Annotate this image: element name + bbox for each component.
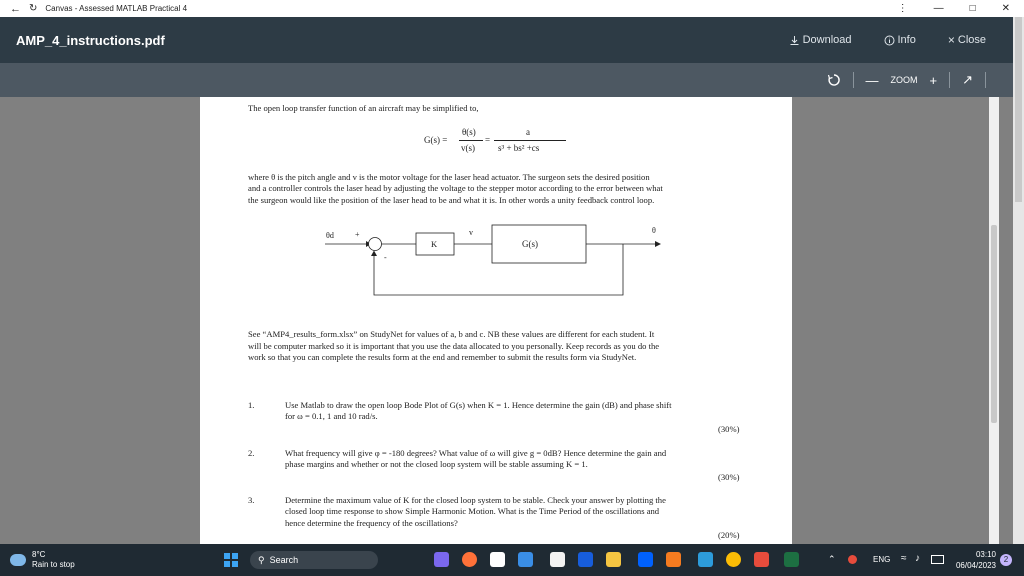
- diagram-signal-label: v: [469, 228, 473, 237]
- question-2-line1: What frequency will give φ = -180 degrees? What value of ω will give g = 0dB? Hence determine the gain and: [285, 448, 667, 458]
- close-x-icon: ×: [947, 33, 955, 47]
- close-label: Close: [957, 34, 986, 46]
- pdf-scrollbar[interactable]: [989, 97, 999, 544]
- diagram-gain-label: K: [431, 239, 438, 249]
- app-icon-orange[interactable]: [666, 552, 681, 567]
- window-title: Canvas - Assessed MATLAB Practical 4: [45, 4, 188, 13]
- weather-icon: [10, 554, 26, 566]
- transfer-function-equation: [424, 127, 574, 159]
- windows-taskbar: [0, 544, 1024, 576]
- notification-badge[interactable]: 2: [1000, 554, 1012, 566]
- file-header: [0, 17, 1024, 63]
- para1-line2: and a controller controls the laser head by adjusting the voltage to the stepper motor according to the error between what: [248, 183, 663, 193]
- output-arrow: [655, 241, 661, 247]
- clock-date: 06/04/2023: [955, 561, 996, 570]
- question-1-weight: (30%): [718, 424, 740, 434]
- eq-frac-line-2: [494, 140, 566, 141]
- close-icon[interactable]: ✕: [1001, 3, 1010, 14]
- media-player-icon[interactable]: [518, 552, 533, 567]
- chrome-icon[interactable]: [726, 552, 741, 567]
- dropbox-icon[interactable]: [638, 552, 653, 567]
- weather-desc: Rain to stop: [32, 560, 75, 569]
- diagram-minus-label: -: [384, 253, 387, 262]
- question-3-weight: (20%): [718, 530, 740, 540]
- info-label: Info: [897, 34, 916, 46]
- taskbar-search[interactable]: [250, 551, 378, 569]
- diagram-plus-label: +: [355, 230, 360, 239]
- toolbar-divider: [853, 72, 854, 88]
- file-explorer-icon[interactable]: [606, 552, 621, 567]
- minimize-icon[interactable]: —: [933, 3, 944, 14]
- clock-time: 03:10: [975, 550, 996, 559]
- eq-den1: v(s): [461, 143, 475, 153]
- download-button[interactable]: [789, 33, 852, 47]
- eq-den2: s³ + bs² +cs: [498, 143, 540, 153]
- zoom-out-button[interactable]: —: [865, 72, 879, 88]
- feedback-arrow: [371, 251, 377, 257]
- para2-line1: See “AMP4_results_form.xlsx” on StudyNet for values of a, b and c. NB these values are different for each student. It: [248, 329, 655, 339]
- eq-num2: a: [526, 127, 530, 137]
- file-name: AMP_4_instructions.pdf: [16, 32, 165, 48]
- para2-line3: work so that you can complete the results form at the end and remember to submit the results form via StudyNet.: [248, 352, 637, 362]
- store-icon[interactable]: [550, 552, 565, 567]
- more-icon[interactable]: ⋮: [897, 3, 908, 14]
- feedback-block-diagram: [200, 219, 792, 299]
- clock[interactable]: [950, 549, 996, 571]
- question-2-number: 2.: [248, 448, 255, 458]
- browser-scrollbar[interactable]: [1013, 17, 1024, 544]
- tray-chevron-icon[interactable]: ⌃: [828, 554, 836, 564]
- pdf-page: [200, 97, 792, 544]
- eq-frac-line-1: [459, 140, 483, 141]
- pdf-scrollbar-thumb[interactable]: [991, 225, 997, 423]
- battery-icon[interactable]: [931, 555, 944, 564]
- question-3-number: 3.: [248, 495, 255, 505]
- excel-icon[interactable]: [784, 552, 799, 567]
- eq-equals: =: [485, 135, 491, 145]
- pdf-toolbar: [0, 63, 1024, 97]
- question-3-line2: closed loop time response to show Simple Harmonic Motion. What is the Time Period of the oscillations and: [285, 506, 660, 516]
- browser-scrollbar-thumb[interactable]: [1015, 17, 1022, 202]
- eq-num1: θ(s): [462, 127, 476, 137]
- browser-titlebar: [0, 0, 1024, 17]
- weather-widget[interactable]: [10, 550, 75, 570]
- para1-line3: the surgeon would like the position of the laser head to be and what it is. In other words a unity feedback control loop.: [248, 195, 655, 205]
- pdf-viewer[interactable]: [0, 97, 1024, 544]
- close-document-button[interactable]: [948, 33, 986, 47]
- search-label: Search: [269, 555, 299, 565]
- fullscreen-icon[interactable]: ↗: [962, 72, 973, 87]
- diagram-output-label: θ: [652, 226, 656, 235]
- download-icon: [789, 35, 800, 46]
- para1-line1: where θ is the pitch angle and v is the motor voltage for the laser head actuator. The surgeon sets the desired position: [248, 172, 650, 182]
- toolbar-divider-2: [949, 72, 950, 88]
- download-label: Download: [802, 34, 852, 46]
- para2-line2: will be computer marked so it is important that you use the data allocated to you personally. Keep records as you do the: [248, 341, 660, 351]
- plant-block: [492, 225, 586, 263]
- question-1-number: 1.: [248, 400, 255, 410]
- info-icon: [884, 35, 895, 46]
- question-2-line2: phase margins and whether or not the closed loop system will be stable assuming K = 1.: [285, 459, 588, 469]
- weather-temp: 8°C: [32, 550, 46, 559]
- wifi-icon[interactable]: ≈: [901, 553, 907, 564]
- question-1-line2: for ω = 0.1, 1 and 10 rad/s.: [285, 411, 378, 421]
- language-indicator[interactable]: ENG: [873, 555, 891, 564]
- diagram-input-label: θd: [326, 231, 334, 240]
- tray-app-icon[interactable]: [848, 555, 857, 564]
- zoom-label: ZOOM: [890, 75, 918, 85]
- file-icon[interactable]: [490, 552, 505, 567]
- summing-junction: [369, 238, 382, 251]
- question-2-weight: (30%): [718, 472, 740, 482]
- zoom-in-button[interactable]: +: [929, 72, 938, 88]
- reload-icon[interactable]: ↻: [29, 3, 38, 14]
- firefox-icon[interactable]: [462, 552, 477, 567]
- restore-icon[interactable]: □: [969, 3, 976, 14]
- back-arrow-icon[interactable]: ←: [10, 2, 21, 15]
- rotate-icon[interactable]: [827, 73, 841, 87]
- question-3-line3: hence determine the frequency of the oscillations?: [285, 518, 458, 528]
- eq-lhs: G(s) =: [424, 135, 448, 145]
- intro-text: The open loop transfer function of an aircraft may be simplified to,: [248, 103, 479, 113]
- search-icon: ⚲: [258, 554, 265, 565]
- diagram-plant-label: G(s): [522, 239, 538, 249]
- toolbar-divider-3: [985, 72, 986, 88]
- chat-app-icon[interactable]: [434, 552, 449, 567]
- question-1-line1: Use Matlab to draw the open loop Bode Plot of G(s) when K = 1. Hence determine the gain (dB) and phase shift: [285, 400, 672, 410]
- windows-start-icon[interactable]: [224, 553, 238, 567]
- app-icon-red[interactable]: [754, 552, 769, 567]
- info-button[interactable]: [884, 33, 916, 47]
- volume-icon[interactable]: ♪: [915, 553, 920, 564]
- bitwarden-icon[interactable]: [578, 552, 593, 567]
- question-3-line1: Determine the maximum value of K for the closed loop system to be stable. Check your answer by plotting the: [285, 495, 666, 505]
- photos-icon[interactable]: [698, 552, 713, 567]
